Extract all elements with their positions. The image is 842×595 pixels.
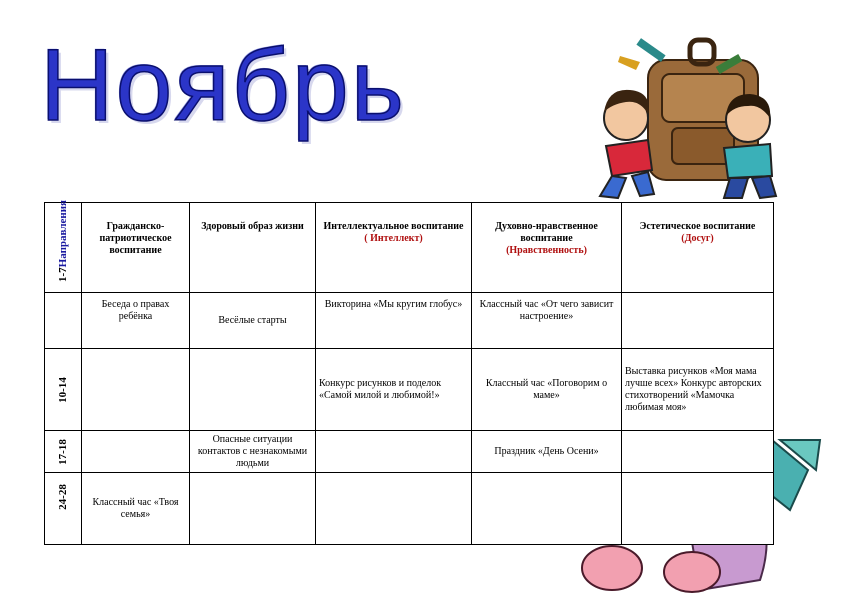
header-main: Интеллектуальное воспитание xyxy=(323,221,464,232)
table-cell: Праздник «День Осени» xyxy=(472,431,622,473)
table-cell xyxy=(82,349,190,431)
table-cell: Весёлые старты xyxy=(190,293,316,349)
table-cell xyxy=(316,431,472,473)
table-row xyxy=(45,349,774,431)
table-header-row xyxy=(45,203,774,293)
header-main: Гражданско-патриотическое воспитание xyxy=(99,221,172,256)
header-civic xyxy=(82,203,190,293)
corner-label: Направления xyxy=(57,199,69,268)
week-cell: 24-28 xyxy=(45,473,82,545)
header-aesthetic xyxy=(622,203,774,293)
table-cell: Классный час «Твоя семья» xyxy=(82,473,190,545)
header-sub: ( Интеллект) xyxy=(364,233,423,244)
page-title: Ноябрь xyxy=(40,28,406,142)
table-row xyxy=(45,473,774,545)
header-main: Здоровый образ жизни xyxy=(201,221,304,232)
header-intellect xyxy=(316,203,472,293)
table-cell xyxy=(316,473,472,545)
table-cell xyxy=(472,473,622,545)
table-cell: Выставка рисунков «Моя мама лучше всех» Конкурс авторских стихотворений «Мамочка любимая моя» xyxy=(622,349,774,431)
table-cell: Викторина «Мы кругим глобус» xyxy=(316,293,472,349)
table-cell xyxy=(190,349,316,431)
table-cell xyxy=(82,431,190,473)
girl-figure-icon xyxy=(600,90,654,198)
week-cell xyxy=(45,293,82,349)
header-main: Эстетическое воспитание xyxy=(639,221,756,232)
corner-cell xyxy=(45,199,82,293)
table-cell: Опасные ситуации контактов с незнакомыми людьми xyxy=(190,431,316,473)
header-moral xyxy=(472,203,622,293)
table-cell: Классный час «Поговорим о маме» xyxy=(472,349,622,431)
week-cell: 17-18 xyxy=(45,431,82,473)
table-row xyxy=(45,431,774,473)
week-cell: 10-14 xyxy=(45,349,82,431)
table-cell: Классный час «От чего зависит настроение» xyxy=(472,293,622,349)
table-cell xyxy=(622,473,774,545)
plan-table xyxy=(44,199,774,545)
table-cell xyxy=(622,293,774,349)
header-main: Духовно-нравственное воспитание xyxy=(495,221,598,244)
table-row xyxy=(45,293,774,349)
table-cell: Конкурс рисунков и поделок «Самой милой и любимой!» xyxy=(316,349,472,431)
header-health xyxy=(190,203,316,293)
table-cell: Беседа о правах ребёнка xyxy=(82,293,190,349)
header-sub: (Нравственность) xyxy=(506,245,587,256)
table-cell xyxy=(622,431,774,473)
table-cell xyxy=(190,473,316,545)
header-sub: (Досуг) xyxy=(681,233,714,244)
corner-week: 1-7 xyxy=(57,267,69,283)
